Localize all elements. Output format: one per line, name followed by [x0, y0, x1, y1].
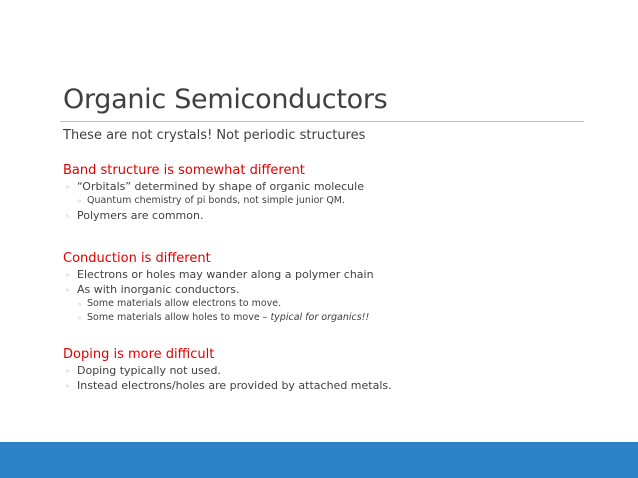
bullet-text: Some materials allow electrons to move. — [87, 298, 282, 309]
bullet-emphasis: typical for organics!! — [270, 312, 370, 323]
title-divider — [60, 121, 584, 122]
bullet-icon: ◦ — [77, 197, 82, 206]
sub-bullet-item — [63, 194, 364, 208]
section-conduction — [63, 250, 374, 325]
section-band-structure — [63, 162, 364, 223]
bullet-icon: ◦ — [65, 183, 70, 192]
sub-bullet-item — [63, 297, 374, 311]
bullet-item — [63, 267, 374, 282]
bullet-text: Quantum chemistry of pi bonds, not simple junior QM. — [87, 195, 346, 206]
bullet-item — [63, 378, 392, 393]
bullet-icon: ◦ — [65, 271, 70, 280]
section-heading: Doping is more difficult — [63, 347, 215, 362]
bullet-icon: ◦ — [77, 300, 82, 309]
slide-subtitle: These are not crystals! Not periodic structures — [63, 128, 366, 143]
bullet-text: Some materials allow holes to move – — [87, 312, 271, 323]
bullet-item — [63, 282, 374, 297]
section-doping — [63, 346, 392, 393]
bullet-icon: ◦ — [65, 286, 70, 295]
bullet-text: Electrons or holes may wander along a polymer chain — [77, 268, 374, 281]
bullet-icon: ◦ — [65, 382, 70, 391]
bullet-icon: ◦ — [77, 314, 82, 323]
bullet-text: Instead electrons/holes are provided by attached metals. — [77, 379, 392, 392]
bullet-text: As with inorganic conductors. — [77, 283, 240, 296]
sub-bullet-item — [63, 311, 374, 325]
bullet-item — [63, 363, 392, 378]
section-heading: Band structure is somewhat different — [63, 163, 305, 178]
bullet-icon: ◦ — [65, 367, 70, 376]
slide-title: Organic Semiconductors — [63, 84, 388, 115]
bullet-text: “Orbitals” determined by shape of organic molecule — [77, 180, 364, 193]
bullet-item — [63, 179, 364, 194]
bullet-item — [63, 208, 364, 223]
footer-bar — [0, 442, 638, 478]
bullet-text: Doping typically not used. — [77, 364, 221, 377]
section-heading: Conduction is different — [63, 251, 211, 266]
bullet-icon: ◦ — [65, 212, 70, 221]
bullet-text: Polymers are common. — [77, 209, 204, 222]
